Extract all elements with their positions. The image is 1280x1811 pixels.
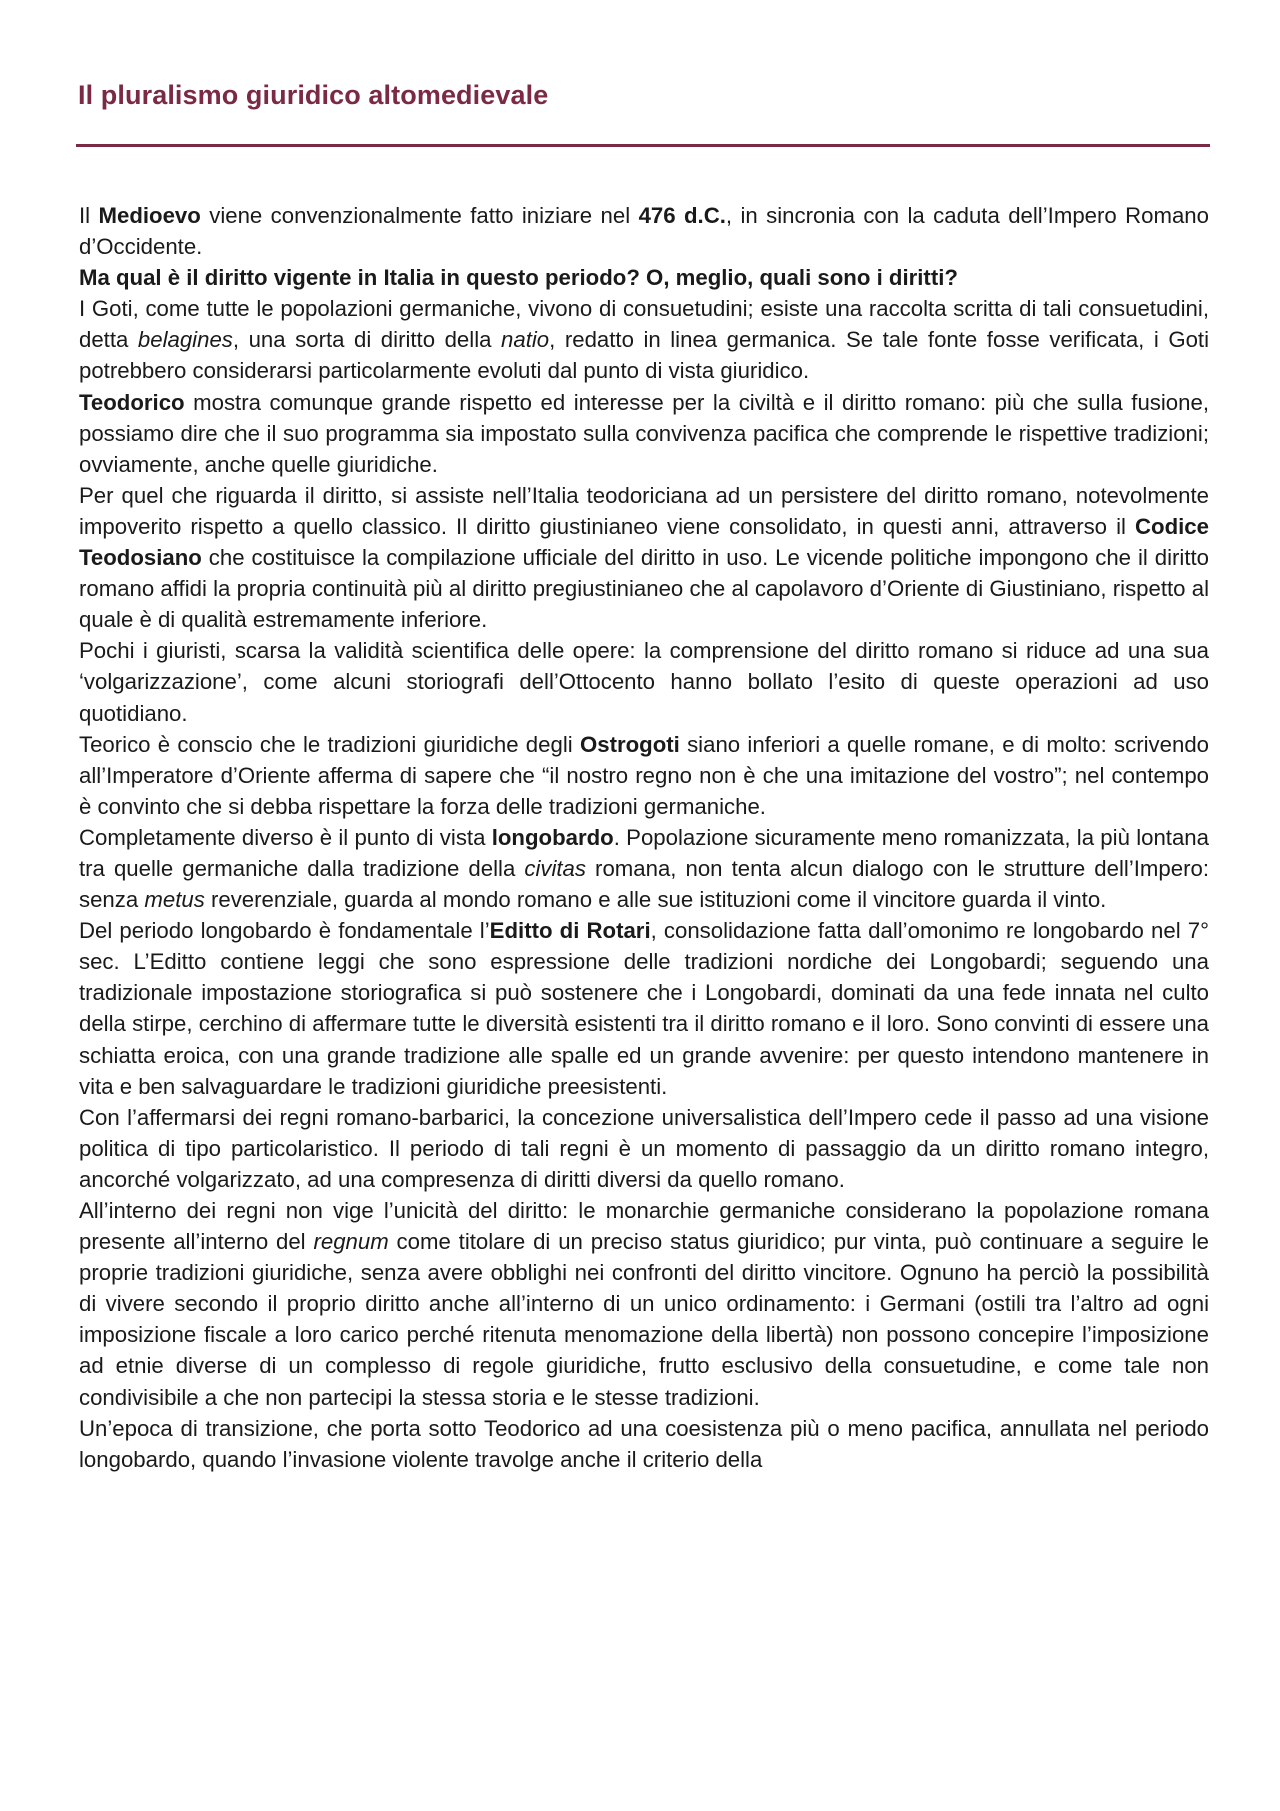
- text-run: come titolare di un preciso status giuridico; pur vinta, può continuare a seguire le proprie tradizioni giuridiche, senza avere obblighi nei confronti del diritto vincitore. Ognuno ha perciò la possibilità di vivere secondo il proprio diritto anche all’interno di un unico ordinamento: i Germani (ostili tra l’altro ad ogni imposizione fiscale a loro carico perché ritenuta menomazione della libertà) non possono concepire l’imposizione ad etnie diverse di un complesso di regole giuridiche, frutto esclusivo della consuetudine, e come tale non condivisibile a che non partecipi la stessa storia e le stesse tradizioni.: [79, 1229, 1209, 1410]
- text-run: viene convenzionalmente fatto iniziare nel: [200, 203, 639, 228]
- paragraph: [79, 1102, 1209, 1195]
- paragraph: [79, 262, 1209, 293]
- text-run: romana, non tenta alcun dialogo con le strutture dell’Impero: senza: [79, 855, 1209, 913]
- bold-text: Ostrogoti: [579, 731, 680, 757]
- paragraph: [79, 293, 1209, 386]
- text-run: , in sincronia con la caduta dell’Impero Romano d’Occidente.: [79, 203, 1209, 260]
- paragraph: [79, 200, 1209, 262]
- bold-text: Teodorico: [79, 389, 185, 415]
- paragraph: [79, 915, 1209, 1102]
- document-body: [79, 200, 1209, 1475]
- bold-text: Editto di Rotari: [489, 918, 651, 944]
- text-run: reverenziale, guarda al mondo romano e alle sue istituzioni come il vincitore guarda il vinto.: [204, 887, 1107, 913]
- bold-text: Codice Teodosiano: [79, 513, 1209, 571]
- bold-text: Ma qual è il diritto vigente in Italia in questo periodo? O, meglio, quali sono i diritti?: [79, 265, 958, 291]
- text-run: All’interno dei regni non vige l’unicità del diritto: le monarchie germaniche considerano la popolazione romana presente all’interno del: [79, 1198, 1209, 1255]
- text-run: , una sorta di diritto della: [232, 327, 502, 353]
- text-run: I Goti, come tutte le popolazioni germaniche, vivono di consuetudini; esiste una raccolta scritta di tali consuetudini, detta: [79, 296, 1209, 353]
- italic-text: civitas: [524, 855, 586, 881]
- text-run: , redatto in linea germanica. Se tale fonte fosse verificata, i Goti potrebbero considerarsi particolarmente evoluti dal punto di vista giuridico.: [79, 327, 1210, 384]
- text-run: mostra comunque grande rispetto ed interesse per la civiltà e il diritto romano: più che sulla fusione, possiamo dire che il suo programma sia impostato sulla convivenza pacifica che comprende le rispettive tradizioni; ovviamente, anche quelle giuridiche.: [79, 389, 1209, 477]
- bold-text: longobardo: [491, 824, 614, 850]
- italic-text: belagines: [137, 327, 233, 353]
- paragraph: [79, 729, 1209, 822]
- paragraph: [79, 635, 1209, 728]
- text-run: siano inferiori a quelle romane, e di molto: scrivendo all’Imperatore d’Oriente afferma di sapere che “il nostro regno non è che una imitazione del vostro”; nel contempo è convinto che si debba rispettare la forza delle tradizioni germaniche.: [79, 731, 1209, 819]
- paragraph: [79, 480, 1209, 635]
- page-title: Il pluralismo giuridico altomedievale: [78, 80, 549, 110]
- text-run: . Popolazione sicuramente meno romanizzata, la più lontana tra quelle germaniche dalla tradizione della: [79, 824, 1209, 881]
- paragraph: [79, 387, 1209, 480]
- paragraph: [79, 1195, 1209, 1413]
- bold-text: Medioevo: [98, 203, 201, 228]
- bold-text: 476 d.C.: [638, 203, 726, 228]
- italic-text: natio: [501, 327, 550, 353]
- text-run: Il: [79, 203, 99, 228]
- text-run: Completamente diverso è il punto di vista: [79, 824, 492, 850]
- text-run: Con l’affermarsi dei regni romano-barbarici, la concezione universalistica dell’Impero cede il passo ad una visione politica di tipo particolaristico. Il periodo di tali regni è un momento di passaggio da un diritto romano integro, ancorché volgarizzato, ad una compresenza di diritti diversi da quello romano.: [79, 1104, 1209, 1192]
- text-run: Per quel che riguarda il diritto, si assiste nell’Italia teodoriciana ad un persistere del diritto romano, notevolmente impoverito rispetto a quello classico. Il diritto giustinianeo viene consolidato, in questi anni, attraverso il: [79, 482, 1209, 539]
- italic-text: regnum: [313, 1229, 389, 1255]
- title-divider: [76, 144, 1210, 147]
- paragraph: [79, 1413, 1209, 1475]
- text-run: Teorico è conscio che le tradizioni giuridiche degli: [79, 731, 580, 757]
- text-run: Del periodo longobardo è fondamentale l’: [79, 918, 490, 944]
- text-run: Un’epoca di transizione, che porta sotto Teodorico ad una coesistenza più o meno pacifica, annullata nel periodo longobardo, quando l’invasione violente travolge anche il criterio della: [79, 1415, 1209, 1472]
- text-run: Pochi i giuristi, scarsa la validità scientifica delle opere: la comprensione del diritto romano si riduce ad una sua ‘volgarizzazione’, come alcuni storiografi dell’Ottocento hanno bollato l’esito di queste operazioni ad uso quotidiano.: [79, 638, 1209, 726]
- paragraph: [79, 822, 1209, 915]
- italic-text: metus: [144, 887, 205, 913]
- text-run: , consolidazione fatta dall’omonimo re longobardo nel 7° sec. L’Editto contiene leggi che sono espressione delle tradizioni nordiche dei Longobardi; seguendo una tradizionale impostazione storiografica si può sostenere che i Longobardi, dominati da una fede innata nel culto della stirpe, cerchino di affermare tutte le diversità esistenti tra il diritto romano e il loro. Sono convinti di essere una schiatta eroica, con una grande tradizione alle spalle ed un grande avvenire: per questo intendono mantenere in vita e ben salvaguardare le tradizioni giuridiche preesistenti.: [79, 918, 1209, 1099]
- text-run: che costituisce la compilazione ufficiale del diritto in uso. Le vicende politiche impongono che il diritto romano affidi la propria continuità più al diritto pregiustinianeo che al capolavoro d’Oriente di Giustiniano, rispetto al quale è di qualità estremamente inferiore.: [79, 545, 1209, 633]
